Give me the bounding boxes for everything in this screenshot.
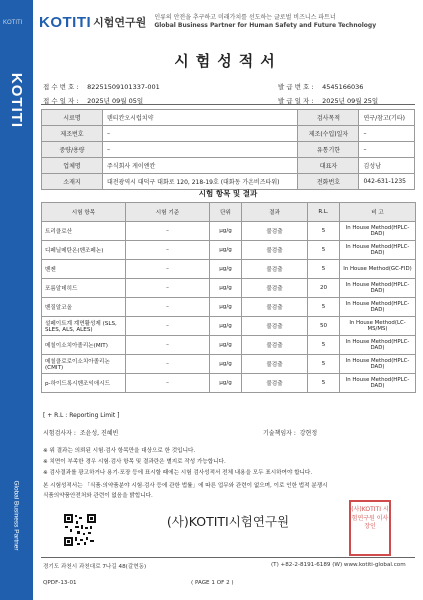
test-result: 불검출 [242,298,308,317]
receipt-date: 2025년 09월 05일 [87,97,144,105]
test-rl: 5 [308,222,340,241]
test-rl: 5 [308,260,340,279]
footer-divider [41,557,415,558]
header-tagline [154,14,376,30]
col-header-standard: 시험 기준 [126,203,210,222]
test-item: 포름알데히드 [42,279,126,298]
test-result: 불검출 [242,317,308,336]
test-rl: 5 [308,355,340,374]
note-5: 식품의약품안전처와 관련이 없음을 밝힙니다. [43,493,153,499]
test-standard: – [126,279,210,298]
company-label: 업체명 [42,158,103,174]
test-rl: 5 [308,241,340,260]
faint-stamp-text: KOTITI [3,20,23,26]
tester-label: 시험검사자 : [43,430,76,437]
test-standard: – [126,222,210,241]
divider [41,104,415,105]
table-row [42,279,416,298]
manager-label: 기술책임자 : [263,430,296,437]
test-result: 불검출 [242,279,308,298]
page-title: 시험성적서 [174,52,282,70]
tester-names: 조윤성, 진혜빈 [79,430,119,437]
manager-name: 강현정 [299,430,318,437]
table-row [42,298,416,317]
test-unit: μg/g [210,336,242,355]
sample-info-table [41,109,415,190]
test-remark: In House Method(HPLC-DAD) [340,336,416,355]
sidebar-tagline: Global Business Partner [12,479,20,551]
expiry-label: 유통기한 [298,142,359,158]
issuer-name: (사)KOTITI시험연구원 [166,514,290,529]
logo [39,14,146,31]
tester [43,428,118,437]
test-remark: In House Method(HPLC-DAD) [340,222,416,241]
note-3: ※ 검사결과를 광고하거나 용기·포장 등에 표시할 때에는 시험 검사성적서 전체 내용을 모두 표시하여야 합니다. [43,470,313,476]
receipt-no-label: 접 수 번 호 : [43,83,79,91]
issue-date-label: 발 급 일 자 : [278,97,314,105]
qty-label: 중량/용량 [42,142,103,158]
col-header-unit: 단위 [210,203,242,222]
test-result: 불검출 [242,241,308,260]
test-remark: In House Method(HPLC-DAD) [340,279,416,298]
table-row [42,317,416,336]
test-unit: μg/g [210,298,242,317]
test-unit: μg/g [210,260,242,279]
test-rl: 50 [308,317,340,336]
official-seal: (사)KOTITI 시험연구원 이사장인 [349,500,391,556]
test-item: 벤젠 [42,260,126,279]
test-item: 메칠이소치아졸리논(MIT) [42,336,126,355]
sample-label: 시료명 [42,110,103,126]
logo-korean: 시험연구원 [93,17,147,29]
test-standard: – [126,317,210,336]
ceo: 김성남 [359,158,415,174]
note-1: ※ 위 결과는 의뢰된 시험·검사 항목만을 대상으로 한 것입니다. [43,448,196,454]
mfg-date-label: 제조(수입)일자 [298,126,359,142]
test-result: 불검출 [242,222,308,241]
col-header-rl: R.L. [308,203,340,222]
logo-mark: KOTITI [39,13,92,31]
qty: – [103,142,298,158]
footer-address: 경기도 과천시 과천대로 7나길 48(갈현동) [43,564,147,570]
test-item: 설페이트계 계면활성제 (SLS, SLES, ALS, ALES) [42,317,126,336]
table-row [42,355,416,374]
test-remark: In House Method(GC-FID) [340,260,416,279]
expiry: – [359,142,415,158]
test-result: 불검출 [242,260,308,279]
test-standard: – [126,355,210,374]
test-standard: – [126,260,210,279]
ceo-label: 대표자 [298,158,359,174]
certificate [33,0,423,600]
test-item: 트리클로산 [42,222,126,241]
test-rl: 5 [308,336,340,355]
test-result: 불검출 [242,355,308,374]
header [39,10,419,34]
test-unit: μg/g [210,317,242,336]
company: 주식회사 게이엔칸 [103,158,298,174]
form-code: QPDF-13-01 [43,580,77,586]
test-remark: In House Method(HPLC-DAD) [340,355,416,374]
table-row [42,222,416,241]
address-label: 소재지 [42,174,103,190]
test-remark: In House Method(LC-MS/MS) [340,317,416,336]
page-number: ( PAGE 1 OF 2 ) [191,580,234,586]
issue-no: 4545166036 [322,83,364,91]
test-remark: In House Method(HPLC-DAD) [340,241,416,260]
test-item: 벤질알코올 [42,298,126,317]
sidebar [0,0,33,600]
address: 대전광역시 대덕구 대화로 120, 218-19호 (대화동 가온비즈타워) [103,174,298,190]
test-item: 디페닐메탄온(벤조페논) [42,241,126,260]
table-row [42,336,416,355]
phone: 042-631-1235 [359,174,415,190]
note-4: 본 시험성적서는 「식품·의약품분야 시험·검사 등에 관한 법률」에 따른 업무와 관련이 없으며, 이로 인한 법적 분쟁시 [43,483,328,489]
table-row [42,374,416,393]
sample-name: 덴티칸오시럽치약 [103,110,298,126]
col-header-result: 결과 [242,203,308,222]
receipt-date-label: 접 수 일 자 : [43,97,79,105]
purpose-label: 검사목적 [298,110,359,126]
test-standard: – [126,298,210,317]
receipt-no: 82251509101337-001 [87,83,160,91]
test-item: 메칠클로로이소치아졸리논(CMIT) [42,355,126,374]
test-rl: 5 [308,374,340,393]
test-standard: – [126,336,210,355]
meta-left [43,82,160,105]
purpose: 연구/참고(기타) [359,110,415,126]
note-2: ※ 치면이 부족한 경우 시험·검사 항목 및 결과란은 별지로 작성 가능합니다. [43,459,226,465]
test-rl: 5 [308,298,340,317]
test-unit: μg/g [210,355,242,374]
test-unit: μg/g [210,241,242,260]
issue-no-label: 발 급 번 호 : [278,83,314,91]
test-standard: – [126,241,210,260]
results-section-title: 시험 항목 및 결과 [198,189,258,198]
test-result: 불검출 [242,336,308,355]
col-header-remark: 비 고 [340,203,416,222]
test-unit: μg/g [210,374,242,393]
table-row [42,241,416,260]
rl-note: [ + R.L : Reporting Limit ] [43,412,120,419]
results-table [41,202,416,393]
tagline-korean: 인류의 안전을 추구하고 미래가치를 선도하는 글로벌 비즈니스 파트너 [154,14,336,21]
test-item: p-하이드록시벤조익애시드 [42,374,126,393]
test-result: 불검출 [242,374,308,393]
test-standard: – [126,374,210,393]
test-remark: In House Method(HPLC-DAD) [340,298,416,317]
col-header-item: 시험 항목 [42,203,126,222]
meta-right [278,82,378,105]
lot-label: 제조번호 [42,126,103,142]
sidebar-brand: KOTITI [8,72,26,128]
issue-date: 2025년 09월 25일 [322,97,379,105]
test-rl: 20 [308,279,340,298]
tagline-english: Global Business Partner for Human Safety and Future Technology [154,22,377,29]
lot-no: – [103,126,298,142]
phone-label: 전화번호 [298,174,359,190]
test-remark: In House Method(HPLC-DAD) [340,374,416,393]
test-unit: μg/g [210,222,242,241]
test-unit: μg/g [210,279,242,298]
technical-manager [263,428,317,437]
mfg-date: – [359,126,415,142]
footer-contact: (T) +82-2-8191-6189 (W) www.kotiti-global.com [271,562,406,568]
table-row [42,260,416,279]
